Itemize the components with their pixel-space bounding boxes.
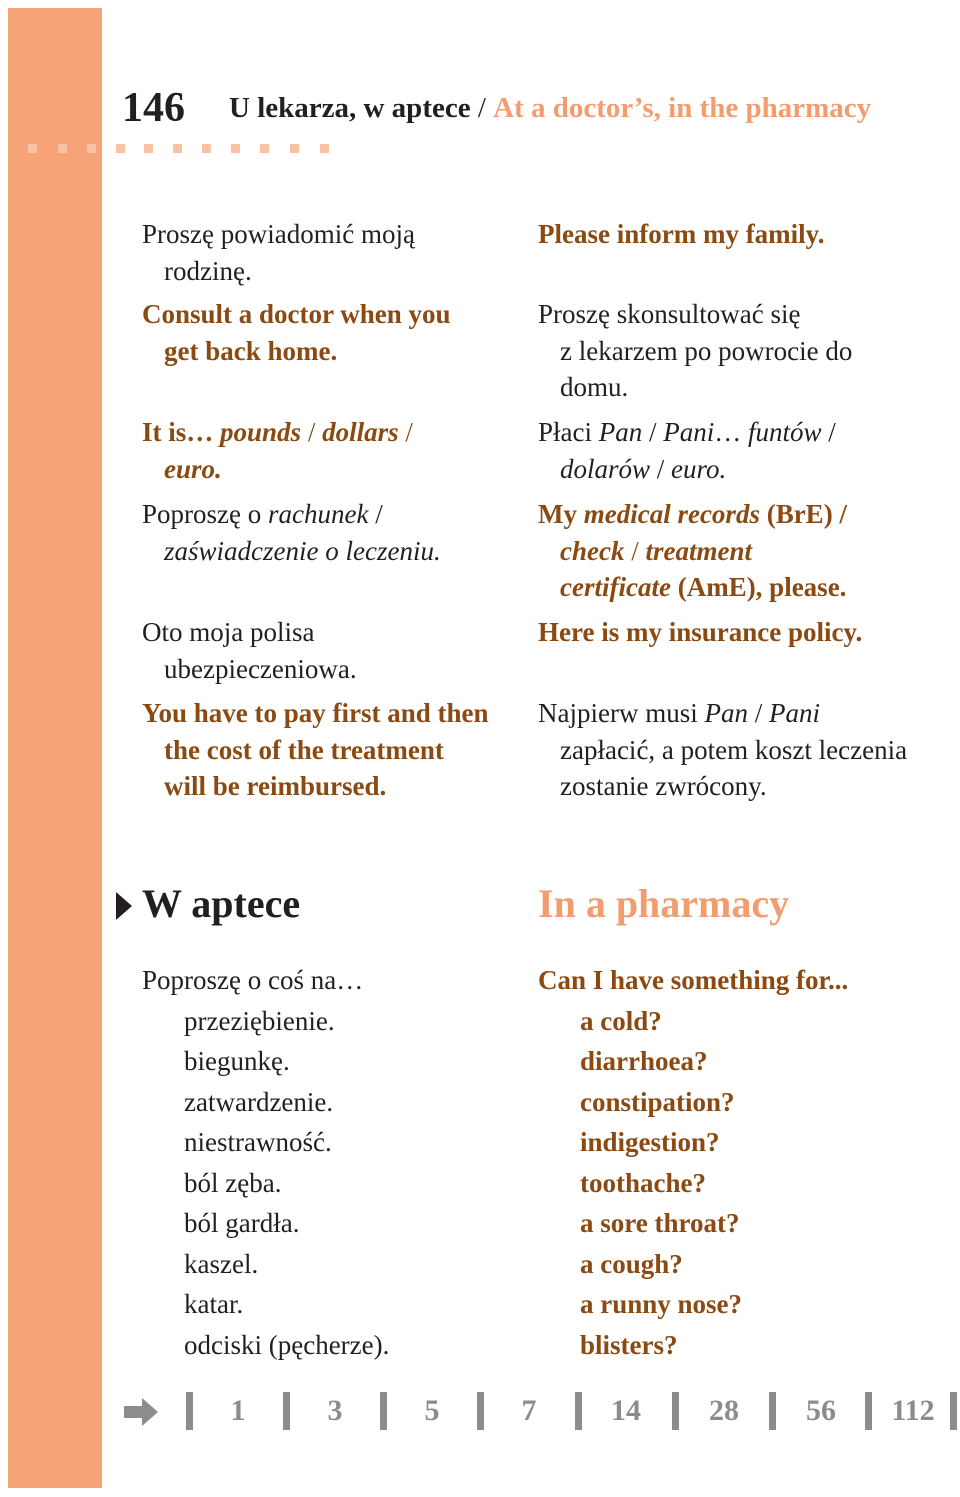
- phrase-pay-first-pl: [538, 695, 907, 805]
- phrase-line: zapłacić, a potem koszt leczenia: [560, 734, 908, 765]
- phrase-segment: Pani: [769, 698, 820, 728]
- list-item: diarrhoea?: [580, 1046, 708, 1076]
- pharmacy-list-en: [538, 960, 848, 1365]
- nav-number[interactable]: 5: [424, 1394, 440, 1427]
- phrase-segment: Pan: [598, 417, 643, 447]
- list-item: kaszel.: [184, 1248, 259, 1279]
- phrase-line: rodzinę.: [164, 255, 252, 286]
- list-item: toothache?: [580, 1167, 706, 1198]
- phrase-segment: certificate: [560, 572, 671, 602]
- phrase-consult-doctor-en: [142, 296, 451, 369]
- section-title-pl: W aptece: [142, 881, 301, 926]
- page-number: 146: [122, 85, 185, 131]
- phrase-it-is-pounds-pl: [538, 414, 836, 487]
- phrase-segment: …: [714, 417, 749, 447]
- list-item: a cold?: [580, 1005, 662, 1036]
- nav-number[interactable]: 112: [891, 1394, 935, 1427]
- page-header: [122, 84, 871, 132]
- phrase-line: the cost of the treatment: [164, 734, 444, 765]
- phrase-segment: /: [368, 499, 383, 529]
- phrase-segment: (AmE), please.: [670, 572, 847, 602]
- phrase-line: zaświadczenie o leczeniu.: [164, 535, 441, 566]
- list-item: niestrawność.: [184, 1127, 332, 1157]
- list-item: biegunkę.: [184, 1046, 290, 1076]
- phrase-segment: /: [821, 417, 836, 447]
- list-item: zatwardzenie.: [184, 1086, 334, 1117]
- list-item: przeziębienie.: [184, 1005, 335, 1036]
- phrase-line: Proszę powiadomić moją: [142, 219, 415, 249]
- phrase-inform-family-en: [538, 216, 824, 253]
- phrase-segment: (BrE) /: [759, 499, 847, 529]
- phrase-inform-family-pl: [142, 216, 415, 289]
- page-title-separator: /: [470, 92, 494, 124]
- phrase-consult-doctor-pl: [538, 296, 852, 406]
- phrase-line: get back home.: [164, 335, 338, 366]
- phrase-insurance-pl: [142, 614, 357, 687]
- list-item: katar.: [184, 1289, 244, 1319]
- phrase-segment: rachunek: [267, 499, 369, 529]
- phrase-segment: /: [747, 698, 769, 728]
- phrase-segment: /: [301, 417, 323, 447]
- phrase-segment: pounds: [220, 417, 302, 447]
- phrase-segment: /: [642, 417, 664, 447]
- phrase-line: ubezpieczeniowa.: [164, 653, 357, 684]
- section-title-en: In a pharmacy: [538, 881, 790, 926]
- list-item: constipation?: [580, 1086, 735, 1117]
- nav-divider: [769, 1392, 776, 1430]
- phrase-line: will be reimbursed.: [164, 771, 387, 801]
- phrase-segment: Poproszę o: [142, 499, 268, 529]
- nav-number[interactable]: 3: [327, 1394, 343, 1427]
- phrase-line: Oto moja polisa: [142, 617, 315, 647]
- phrase-segment: /: [624, 535, 646, 566]
- phrase-segment: dollars: [322, 417, 399, 447]
- list-item: blisters?: [580, 1329, 678, 1360]
- nav-number[interactable]: 56: [806, 1394, 836, 1427]
- nav-divider: [672, 1392, 679, 1430]
- nav-divider: [380, 1392, 387, 1430]
- phrase-pay-first-en: [142, 695, 489, 805]
- phrase-it-is-pounds-en: [142, 414, 413, 487]
- side-color-bar: [8, 8, 102, 1488]
- phrase-segment: Płaci: [538, 417, 599, 447]
- phrase-segment: treatment: [645, 535, 752, 566]
- list-intro: Poproszę o coś na…: [142, 965, 364, 995]
- phrase-segment: /: [650, 453, 672, 484]
- list-item: a cough?: [580, 1248, 683, 1279]
- nav-divider: [865, 1392, 872, 1430]
- phrase-segment: medical records: [583, 499, 760, 529]
- pharmacy-list-pl: [142, 960, 389, 1365]
- phrase-segment: Pani: [663, 417, 715, 447]
- list-item: ból gardła.: [184, 1208, 300, 1238]
- phrase-line: domu.: [560, 372, 629, 402]
- phrase-line: Consult a doctor when you: [142, 299, 451, 329]
- nav-number[interactable]: 28: [709, 1394, 739, 1427]
- nav-divider: [283, 1392, 290, 1430]
- nav-number[interactable]: 7: [521, 1394, 537, 1427]
- list-item: a sore throat?: [580, 1208, 740, 1238]
- list-item: a runny nose?: [580, 1289, 743, 1319]
- phrase-segment: Pan: [704, 698, 748, 728]
- phrase-line: You have to pay first and then: [142, 698, 489, 728]
- list-item: odciski (pęcherze).: [184, 1329, 390, 1360]
- nav-number[interactable]: 14: [611, 1394, 641, 1427]
- phrase-line: Proszę skonsultować się: [538, 299, 801, 329]
- page-title: [229, 92, 871, 125]
- nav-divider: [950, 1392, 957, 1430]
- phrase-receipt-pl: [142, 496, 441, 569]
- nav-divider: [477, 1392, 484, 1430]
- page-title-pl: U lekarza, w aptece: [229, 92, 471, 124]
- phrase-segment: euro.: [671, 453, 727, 484]
- nav-number[interactable]: 1: [230, 1394, 246, 1427]
- phrase-segment: check: [560, 535, 625, 566]
- list-item: indigestion?: [580, 1127, 720, 1157]
- nav-divider: [186, 1392, 193, 1430]
- phrase-receipt-en: [538, 496, 847, 606]
- phrase-line: z lekarzem po powrocie do: [560, 335, 853, 366]
- phrase-segment: Najpierw musi: [538, 698, 705, 728]
- phrase-line: zostanie zwrócony.: [560, 771, 767, 801]
- phrase-segment: dolarów: [560, 453, 651, 484]
- nav-divider: [575, 1392, 582, 1430]
- phrase-segment: /: [398, 417, 413, 447]
- phrase-segment: My: [538, 499, 584, 529]
- page-title-en: At a doctor’s, in the pharmacy: [493, 92, 872, 124]
- phrase-segment: funtów: [748, 417, 822, 447]
- list-item: ból zęba.: [184, 1167, 282, 1198]
- list-intro: Can I have something for...: [538, 965, 849, 995]
- phrase-segment: It is…: [142, 417, 221, 447]
- phrase-insurance-en: [538, 614, 862, 651]
- phrase-line: Please inform my family.: [538, 219, 825, 249]
- triangle-right-icon: [116, 892, 132, 920]
- phrase-line: Here is my insurance policy.: [538, 617, 863, 647]
- page-nav-strip: [124, 1390, 960, 1434]
- arrow-right-icon: [124, 1398, 158, 1426]
- phrase-line: euro.: [164, 453, 222, 484]
